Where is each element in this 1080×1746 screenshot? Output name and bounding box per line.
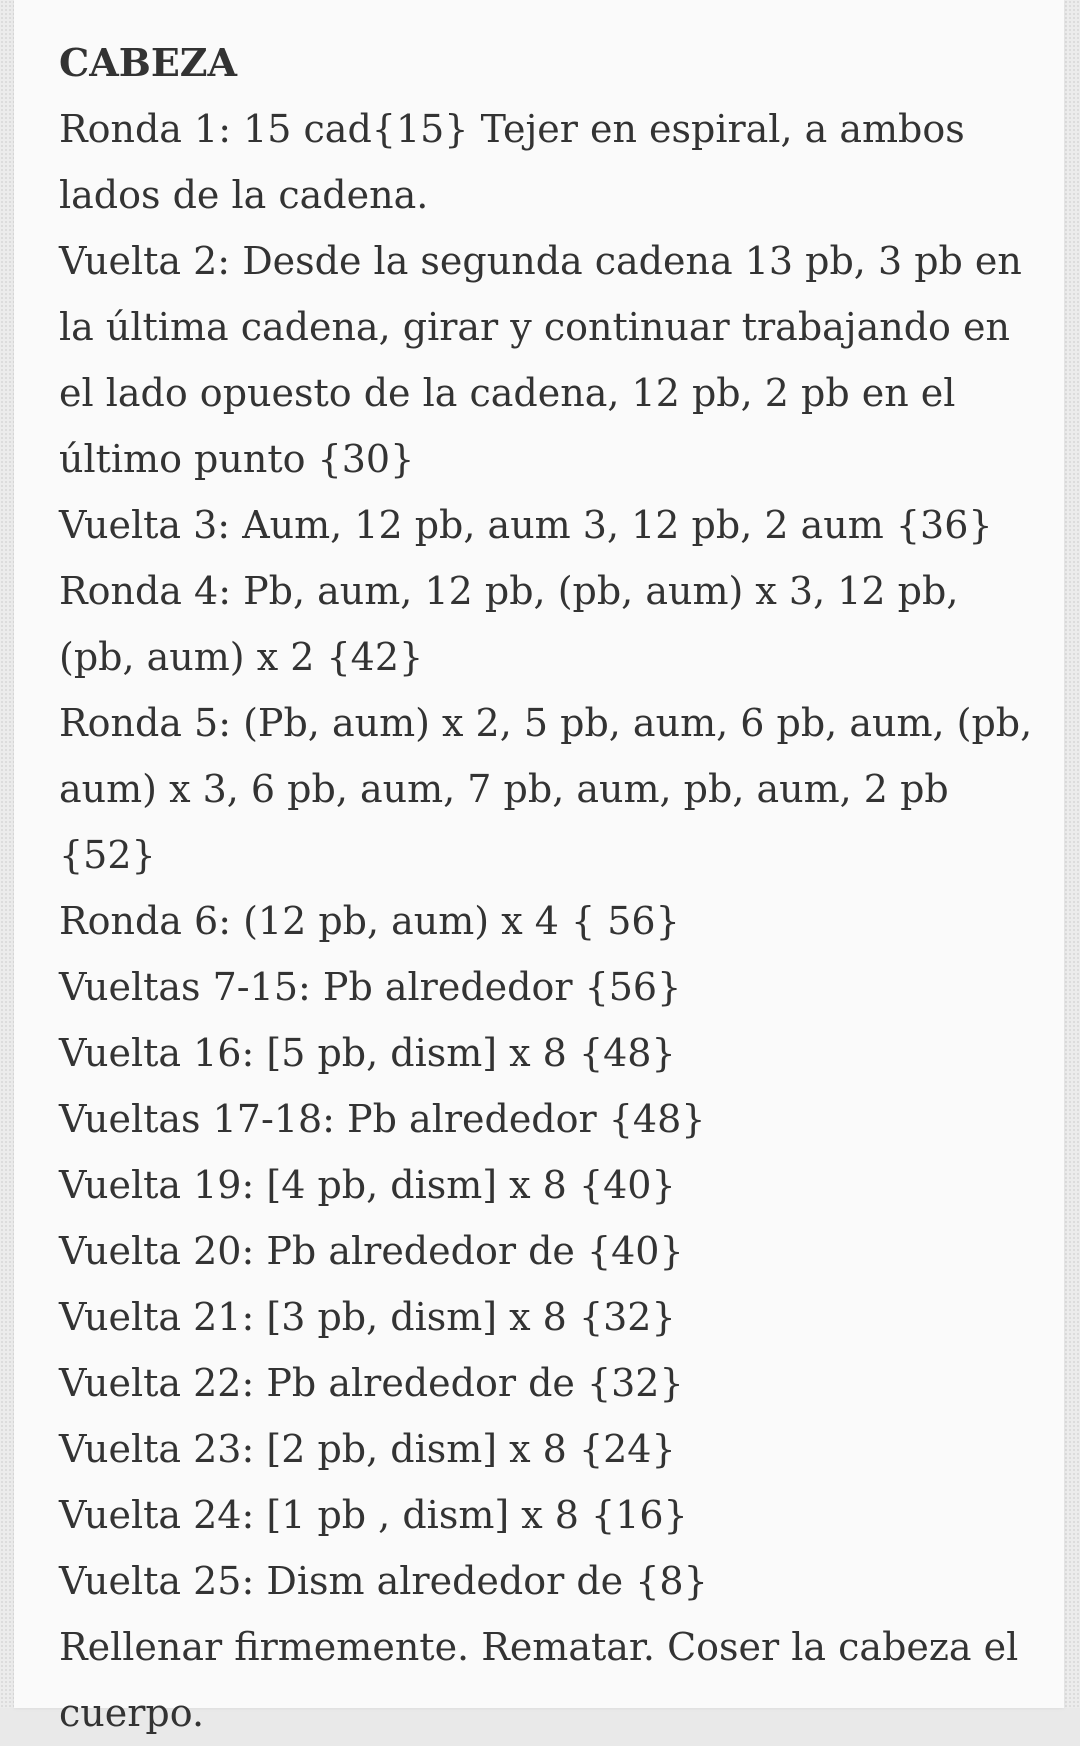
pattern-line-vuelta-16: Vuelta 16: [5 pb, dism] x 8 {48} [59, 1031, 676, 1075]
pattern-line-vuelta-2: Vuelta 2: Desde la segunda cadena 13 pb, 3 pb en la última cadena, girar y continuar trabajando en el lado opuesto de la cadena, 12 pb, 2 pb en el último punto {30} [59, 239, 1022, 481]
pattern-line-ronda-5: Ronda 5: (Pb, aum) x 2, 5 pb, aum, 6 pb, aum, (pb, aum) x 3, 6 pb, aum, 7 pb, aum, pb, aum, 2 pb {52} [59, 701, 1033, 877]
content-card [14, 0, 1064, 1735]
pattern-article [59, 30, 1034, 1746]
pattern-line-vuelta-20: Vuelta 20: Pb alrededor de {40} [59, 1229, 684, 1273]
pattern-line-vuelta-22: Vuelta 22: Pb alrededor de {32} [59, 1361, 684, 1405]
pattern-line-ronda-4: Ronda 4: Pb, aum, 12 pb, (pb, aum) x 3, 12 pb, (pb, aum) x 2 {42} [59, 569, 959, 679]
pattern-line-vuelta-24: Vuelta 24: [1 pb , dism] x 8 {16} [59, 1493, 688, 1537]
pattern-line-vuelta-23: Vuelta 23: [2 pb, dism] x 8 {24} [59, 1427, 676, 1471]
pattern-line-vueltas-7-15: Vueltas 7-15: Pb alrededor {56} [59, 965, 682, 1009]
finishing-instructions: Rellenar firmemente. Rematar. Coser la cabeza el cuerpo. [59, 1625, 1019, 1735]
pattern-line-vuelta-21: Vuelta 21: [3 pb, dism] x 8 {32} [59, 1295, 676, 1339]
pattern-line-vuelta-25: Vuelta 25: Dism alrededor de {8} [59, 1559, 708, 1603]
pattern-line-ronda-1: Ronda 1: 15 cad{15} Tejer en espiral, a ambos lados de la cadena. [59, 107, 965, 217]
pattern-line-vuelta-3: Vuelta 3: Aum, 12 pb, aum 3, 12 pb, 2 aum {36} [59, 503, 993, 547]
section-heading: CABEZA [59, 40, 238, 85]
pattern-line-ronda-6: Ronda 6: (12 pb, aum) x 4 { 56} [59, 899, 680, 943]
pattern-line-vueltas-17-18: Vueltas 17-18: Pb alrededor {48} [59, 1097, 706, 1141]
pattern-line-vuelta-19: Vuelta 19: [4 pb, dism] x 8 {40} [59, 1163, 676, 1207]
